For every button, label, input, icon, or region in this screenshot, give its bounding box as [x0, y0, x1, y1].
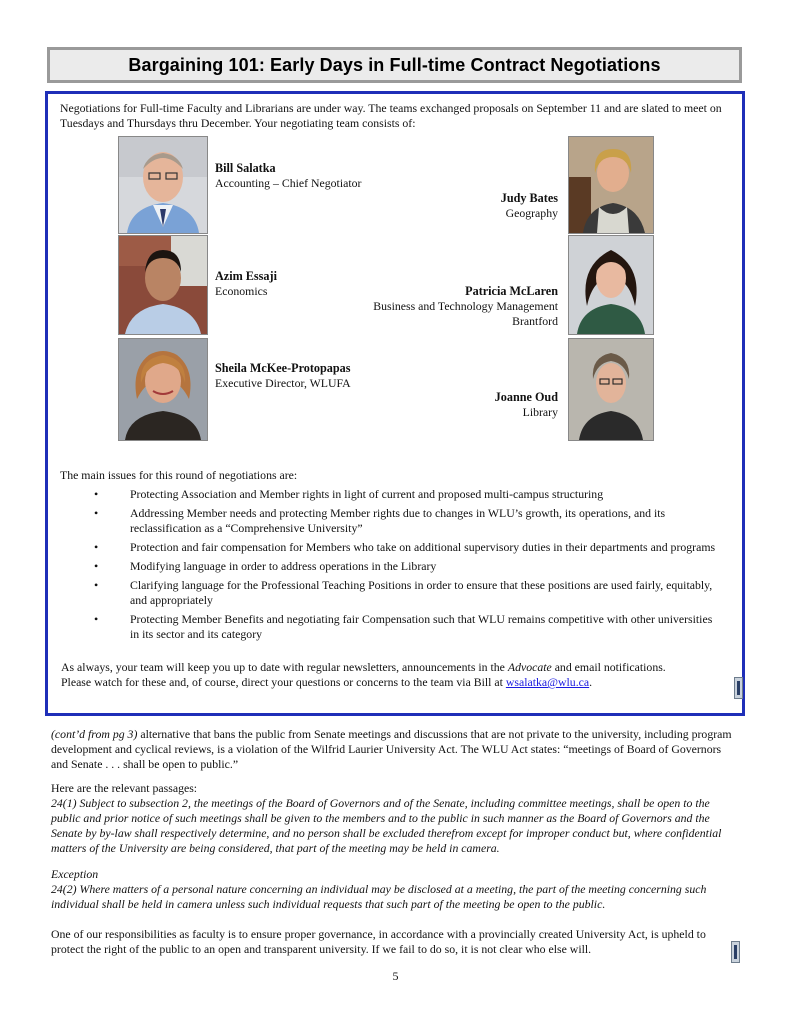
member-name: Bill Salatka	[215, 161, 276, 175]
photo-joanne-oud	[568, 338, 654, 441]
member-name: Joanne Oud	[494, 390, 558, 404]
passages-lead: Here are the relevant passages:	[51, 781, 198, 795]
continued-label: (cont’d from pg 3)	[51, 727, 138, 741]
photo-bill-salatka	[118, 136, 208, 234]
bargaining-team-box	[45, 91, 745, 716]
closing-paragraph: As always, your team will keep you up to date with regular newsletters, announcements in the Advocate and email notifications. Please watch for these and, of course, direct your questions or concerns to the team via Bill at wsalatka@wlu.ca.	[61, 660, 666, 689]
page-number: 5	[392, 969, 399, 983]
list-item: • Modifying language in order to address operations in the Library	[60, 559, 720, 574]
member-role: Executive Director, WLUFA	[215, 376, 351, 390]
member-name: Azim Essaji	[215, 269, 277, 283]
photo-judy-bates	[568, 136, 654, 234]
member-patricia-mclaren	[373, 284, 558, 329]
member-azim-essaji	[215, 269, 277, 299]
list-item: • Clarifying language for the Professional Teaching Positions in order to ensure that these positions are used fairly, equitably, and appropriately	[60, 578, 720, 608]
end-of-article-icon	[734, 677, 743, 699]
issues-lead: The main issues for this round of negotiations are:	[60, 468, 298, 482]
member-role: Business and Technology Management	[373, 299, 558, 313]
member-name: Patricia McLaren	[465, 284, 558, 298]
member-joanne-oud	[495, 390, 558, 420]
list-item: • Protection and fair compensation for Members who take on additional supervisory duties in their departments and programs	[60, 540, 720, 555]
passage-24-2: 24(2) Where matters of a personal nature concerning an individual may be disclosed at a meeting, the part of the meeting concerning such individual shall be held in camera unless such individual requests that such part of the meeting be open to the public.	[51, 882, 707, 911]
conclusion-paragraph: One of our responsibilities as faculty is to ensure proper governance, in accordance with a provincially created University Act, is upheld to protect the right of the public to an open and transparent university. If we fail to do so, it is not clear who else will.	[51, 927, 706, 956]
photo-azim-essaji	[118, 235, 208, 335]
list-item: • Protecting Member Benefits and negotiating fair Compensation such that WLU remains competitive with other universities in its sector and its category	[60, 612, 720, 642]
photo-patricia-mclaren	[568, 235, 654, 335]
member-judy-bates	[501, 191, 558, 221]
member-role: Geography	[505, 206, 558, 220]
article-title: Bargaining 101: Early Days in Full-time Contract Negotiations	[128, 54, 661, 75]
article-title-bar	[47, 47, 742, 83]
list-item: • Protecting Association and Member rights in light of current and proposed multi-campus structuring	[60, 487, 720, 502]
member-role: Accounting – Chief Negotiator	[215, 176, 362, 190]
continued-paragraph: (cont’d from pg 3) alternative that bans the public from Senate meetings and discussions that are not private to the university, including program development and cyclical reviews, is a violation of the Wilfrid Laurier University Act. The WLU Act states: “meetings of Board of Governors and Senate . . . shall be open to public.”	[51, 727, 732, 771]
list-item: • Addressing Member needs and protecting Member rights due to changes in WLU’s growth, its operations, and its reclassification as a “Comprehensive University”	[60, 506, 720, 536]
member-role: Library	[522, 405, 558, 419]
member-bill-salatka	[215, 161, 361, 191]
email-link[interactable]: wsalatka@wlu.ca	[505, 675, 590, 689]
advocate-title: Advocate	[507, 660, 552, 674]
member-sheila-mckee-protopapas	[215, 361, 351, 391]
end-of-article-icon	[731, 941, 740, 963]
issues-list	[60, 487, 720, 646]
intro-paragraph: Negotiations for Full-time Faculty and Librarians are under way. The teams exchanged proposals on September 11 and are slated to meet on Tuesdays and Thursdays thru December. Your negotiating team consists of:	[60, 101, 722, 130]
member-name: Judy Bates	[500, 191, 558, 205]
member-campus: Brantford	[512, 314, 558, 328]
member-role: Economics	[215, 284, 268, 298]
member-name: Sheila McKee-Protopapas	[215, 361, 351, 375]
exception-label: Exception	[51, 867, 99, 881]
passage-24-1: 24(1) Subject to subsection 2, the meetings of the Board of Governors and of the Senate, including committee meetings, shall be open to the public and prior notice of such meetings shall be given to the members and to the public in such manner as the Board of Governors and the Senate by by-law shall respectively determine, and no person shall be excluded therefrom except for improper conduct but, where confidential matters of the University are being considered, that part of the meeting may be held in camera.	[51, 796, 722, 855]
photo-sheila-mckee-protopapas	[118, 338, 208, 441]
